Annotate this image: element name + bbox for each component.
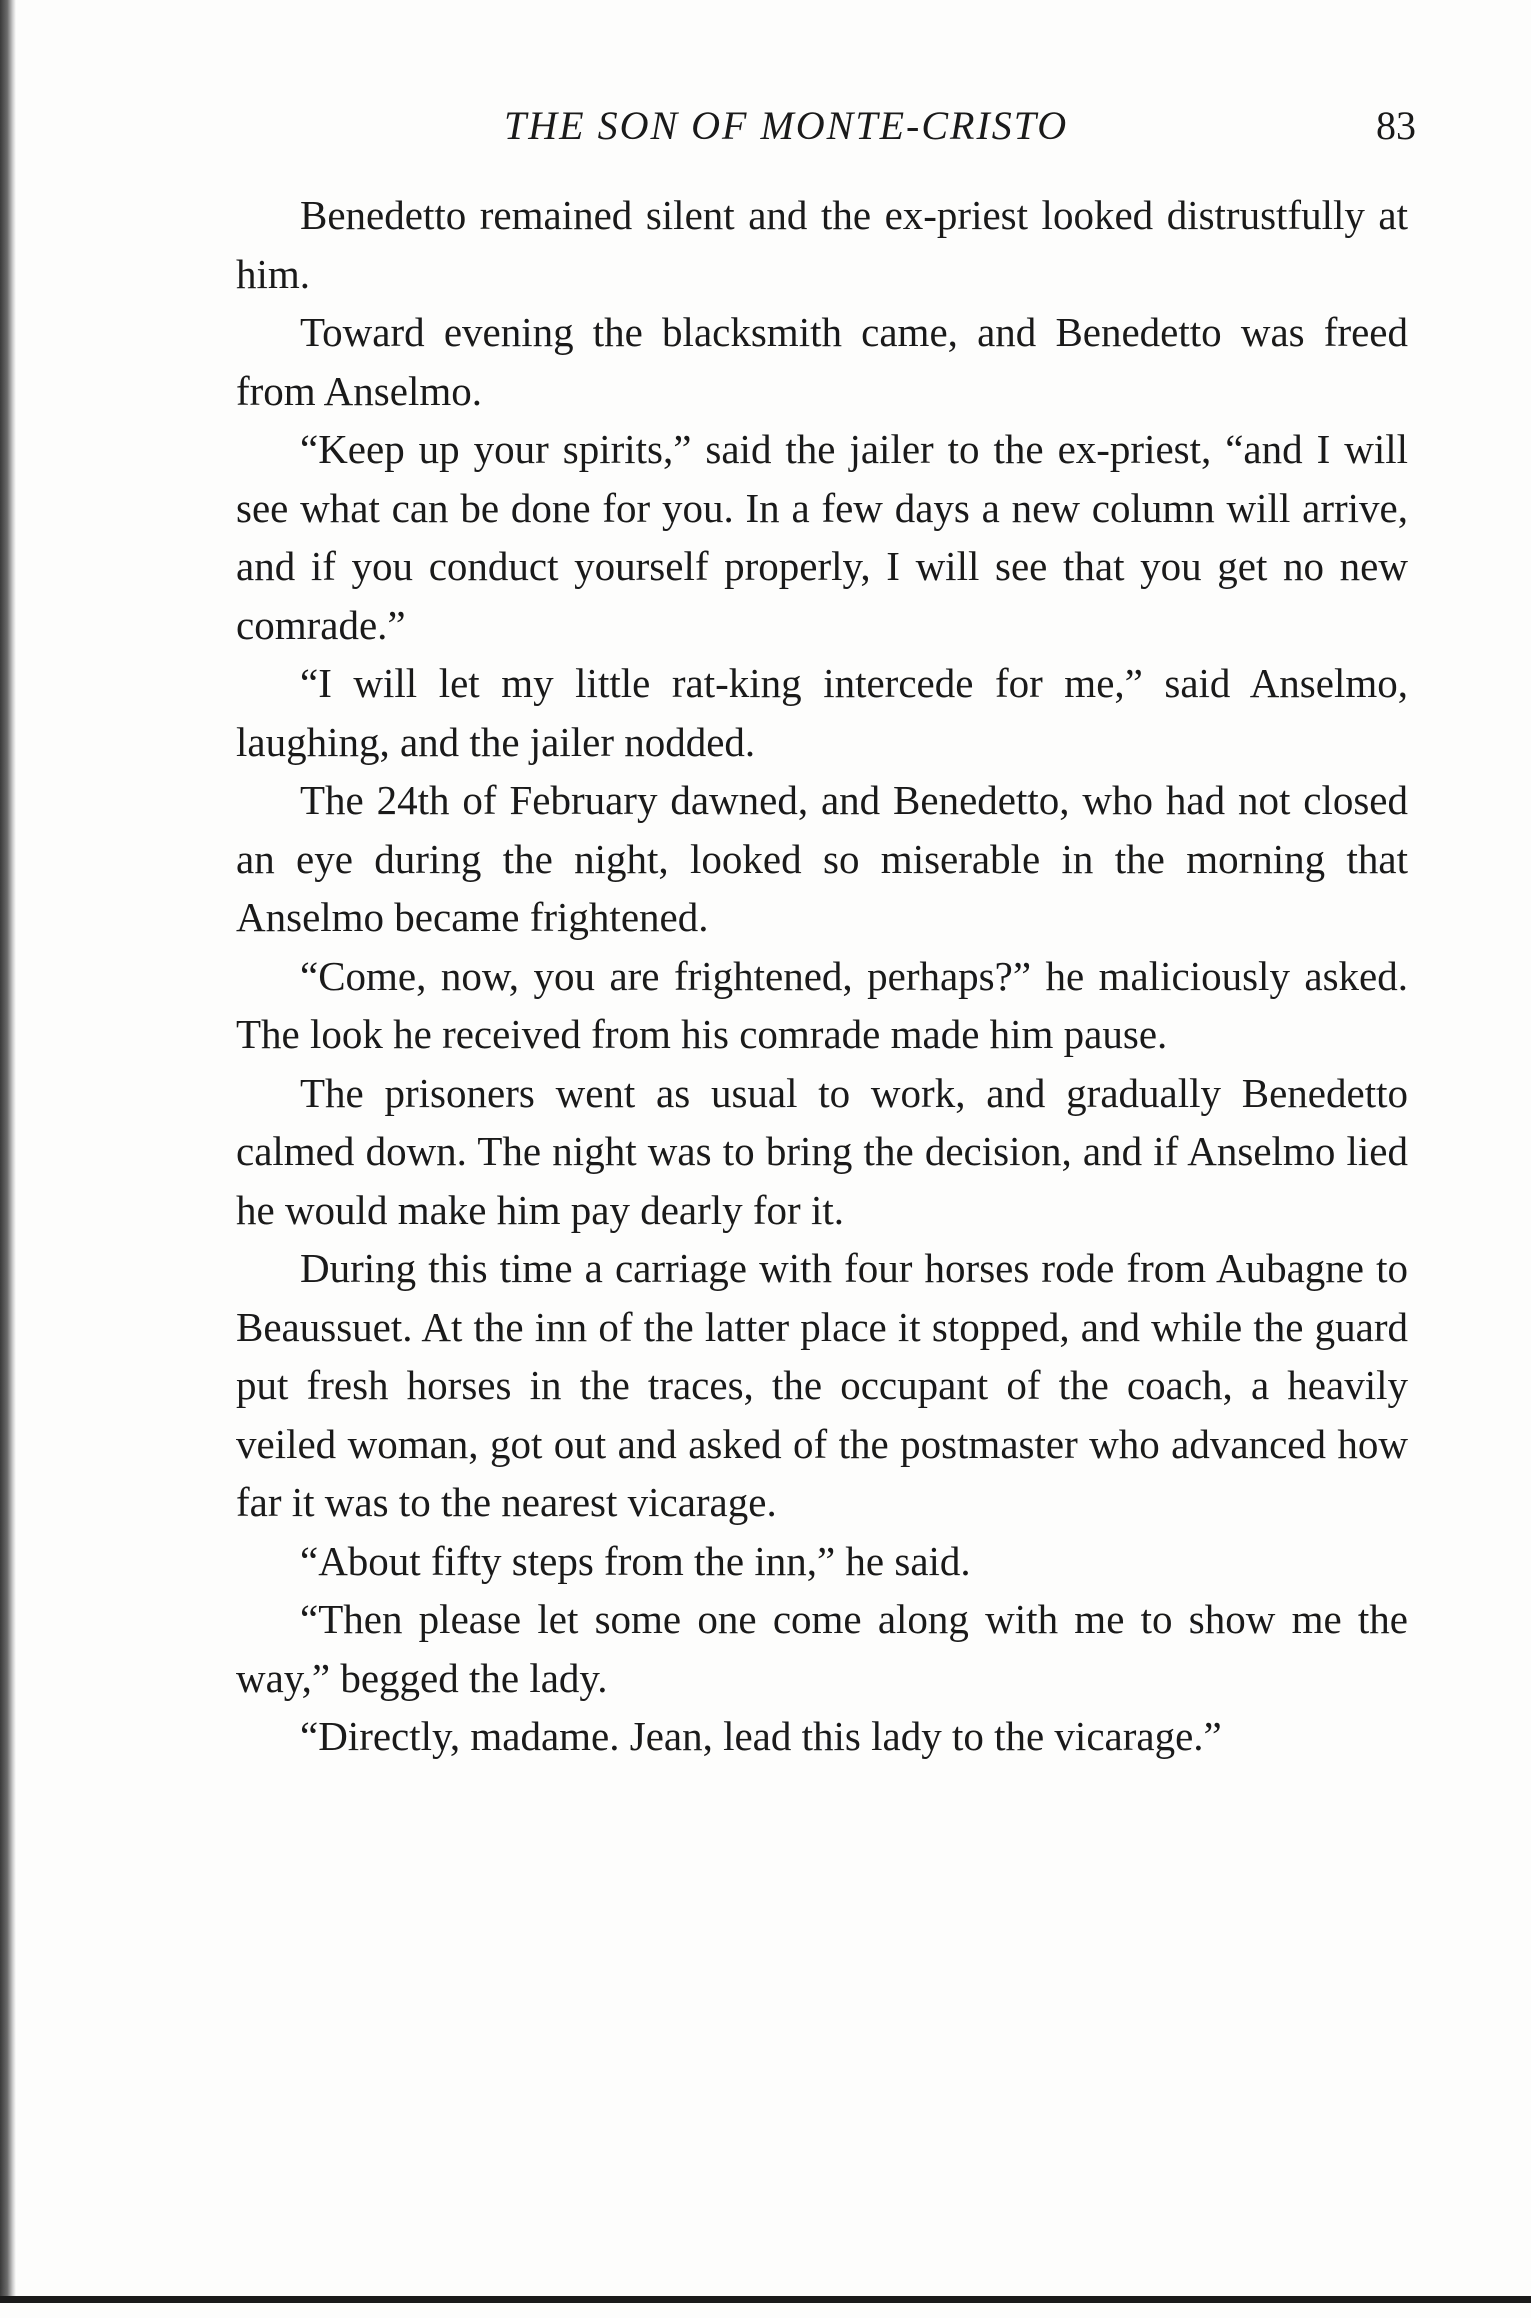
paragraph: “Come, now, you are frightened, perhaps?” he maliciously asked. The look he received from his comrade made him pause. [236, 952, 1408, 1057]
binding-edge [0, 0, 16, 2300]
paragraph: “Keep up your spirits,” said the jailer to the ex-priest, “and I will see what can be done for you. In a few days a new column will arrive, and if you conduct yourself properly, I will see that you get no new comrade.” [236, 426, 1408, 648]
paragraph: Benedetto remained silent and the ex-priest looked distrustfully at him. [236, 192, 1408, 297]
running-title: THE SON OF MONTE-CRISTO [504, 103, 1069, 148]
body-text [236, 186, 1408, 1766]
paragraph: “Directly, madame. Jean, lead this lady to the vicarage.” [300, 1713, 1222, 1759]
page-bottom-edge [0, 2296, 1531, 2303]
paragraph: The prisoners went as usual to work, and gradually Benedetto calmed down. The night was to bring the decision, and if Anselmo lied he would make him pay dearly for it. [236, 1069, 1408, 1233]
paragraph: “About fifty steps from the inn,” he said. [300, 1537, 971, 1584]
paragraph: Toward evening the blacksmith came, and Benedetto was freed from Anselmo. [236, 309, 1408, 414]
page-header [236, 96, 1416, 168]
page-number: 83 [1376, 103, 1416, 148]
paragraph: During this time a carriage with four horses rode from Aubagne to Beaussuet. At the inn of the latter place it stopped, and while the guard put fresh horses in the traces, the occupant of the coach, a heavily veiled woman, got out and asked of the postmaster who advanced how far it was to the nearest vicarage. [236, 1245, 1408, 1525]
paragraph: “I will let my little rat-king intercede for me,” said Anselmo, laughing, and the jailer nodded. [236, 660, 1408, 765]
paragraph: “Then please let some one come along with me to show me the way,” begged the lady. [236, 1596, 1408, 1701]
paragraph: The 24th of February dawned, and Benedetto, who had not closed an eye during the night, looked so miserable in the morning that Anselmo became frightened. [236, 777, 1408, 940]
